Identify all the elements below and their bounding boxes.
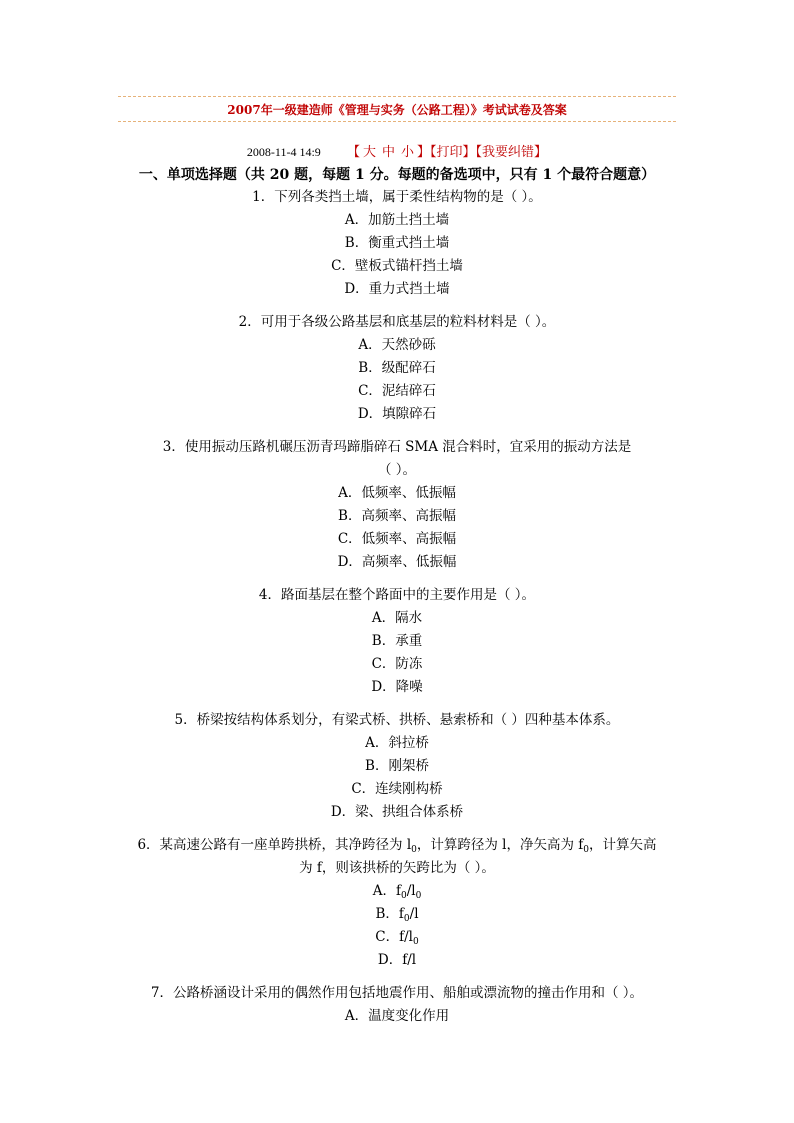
question-stem: 1．下列各类挡土墙，属于柔性结构物的是（ ）。 — [252, 189, 542, 205]
question-stem-part: ，计算跨径为 l，净矢高为 f — [416, 837, 584, 853]
option-text: /l — [409, 906, 419, 922]
answer-option: B．刚架桥 — [365, 758, 429, 774]
question-stem: 5．桥梁按结构体系划分，有梁式桥、拱桥、悬索桥和（ ）四种基本体系。 — [174, 712, 620, 728]
font-size-large-link[interactable]: 大 — [362, 145, 376, 160]
question-stem: 3．使用振动压路机碾压沥青玛蹄脂碎石 SMA 混合料时，宜采用的振动方法是 — [162, 439, 632, 455]
question-stem-continued: 为 f，则该拱桥的矢跨比为（ ）。 — [299, 860, 495, 876]
answer-option: B．级配碎石 — [358, 360, 436, 376]
answer-option: D．填隙碎石 — [357, 406, 437, 422]
answer-option: C．连续刚构桥 — [351, 781, 443, 797]
subscript: 0 — [411, 845, 417, 855]
answer-option: B．衡重式挡土墙 — [344, 235, 450, 251]
report-error-link[interactable]: 【我要纠错】 — [475, 145, 548, 160]
article-title: 2007年一级建造师《管理与实务（公路工程）》考试试卷及答案 — [227, 103, 567, 117]
question-stem-continued: （ ）。 — [377, 462, 417, 478]
publish-date: 2008-11-4 14:9 — [246, 145, 321, 159]
question-stem: 2．可用于各级公路基层和底基层的粒料材料是（ ）。 — [238, 314, 556, 330]
subscript: 0 — [583, 845, 590, 855]
answer-option: D．高频率、低振幅 — [337, 554, 457, 570]
answer-option: C．泥结碎石 — [358, 383, 436, 399]
answer-option: A．加筋土挡土墙 — [344, 212, 450, 228]
font-size-medium-link[interactable]: 中 — [381, 145, 395, 160]
question-stem — [0, 837, 794, 853]
answer-option: A．低频率、低振幅 — [338, 485, 456, 501]
answer-option — [0, 883, 794, 899]
option-text: /l — [406, 883, 416, 899]
article-meta-bar — [0, 141, 794, 160]
answer-option: A．温度变化作用 — [344, 1008, 450, 1024]
answer-option: B．承重 — [371, 633, 423, 649]
answer-option: D．降噪 — [371, 679, 423, 695]
answer-option: C．防冻 — [371, 656, 423, 672]
answer-option: A．斜拉桥 — [365, 735, 429, 751]
subscript: 0 — [412, 937, 419, 947]
answer-option: B．高频率、高振幅 — [338, 508, 456, 524]
answer-option: D．梁、拱组合体系桥 — [330, 804, 464, 820]
title-bottom-divider — [118, 121, 676, 122]
answer-option: C．壁板式锚杆挡土墙 — [331, 258, 463, 274]
question-stem: 4．路面基层在整个路面中的主要作用是（ ）。 — [258, 587, 536, 603]
section-heading: 一、单项选择题（共 20 题，每题 1 分。每题的备选项中，只有 1 个最符合题意） — [138, 167, 656, 183]
font-size-bracket-open: 【 — [346, 145, 360, 160]
question-stem: 7．公路桥涵设计采用的偶然作用包括地震作用、船舶或漂流物的撞击作用和（ ）。 — [150, 985, 644, 1001]
option-text: C．f/l — [375, 929, 413, 945]
answer-option — [0, 952, 794, 968]
subscript: 0 — [400, 891, 407, 901]
answer-option — [0, 929, 794, 945]
answer-option: A．天然砂砾 — [358, 337, 436, 353]
answer-option — [0, 906, 794, 922]
answer-option: C．低频率、高振幅 — [337, 531, 457, 547]
answer-option: A．隔水 — [371, 610, 423, 626]
subscript: 0 — [403, 914, 410, 924]
option-text: B．f — [375, 906, 404, 922]
question-stem-part: 6．某高速公路有一座单跨拱桥，其净跨径为 l — [137, 837, 412, 853]
font-size-small-link[interactable]: 小 — [401, 145, 415, 160]
answer-option: D．重力式挡土墙 — [344, 281, 450, 297]
option-text: A．f — [372, 883, 401, 899]
question-stem-part: ，计算矢高 — [589, 837, 657, 853]
subscript: 0 — [415, 891, 422, 901]
title-top-divider — [118, 96, 676, 97]
option-text: D．f/l — [377, 952, 417, 968]
font-size-bracket-close: 】 — [417, 145, 431, 160]
print-link[interactable]: 【打印】 — [430, 145, 476, 160]
